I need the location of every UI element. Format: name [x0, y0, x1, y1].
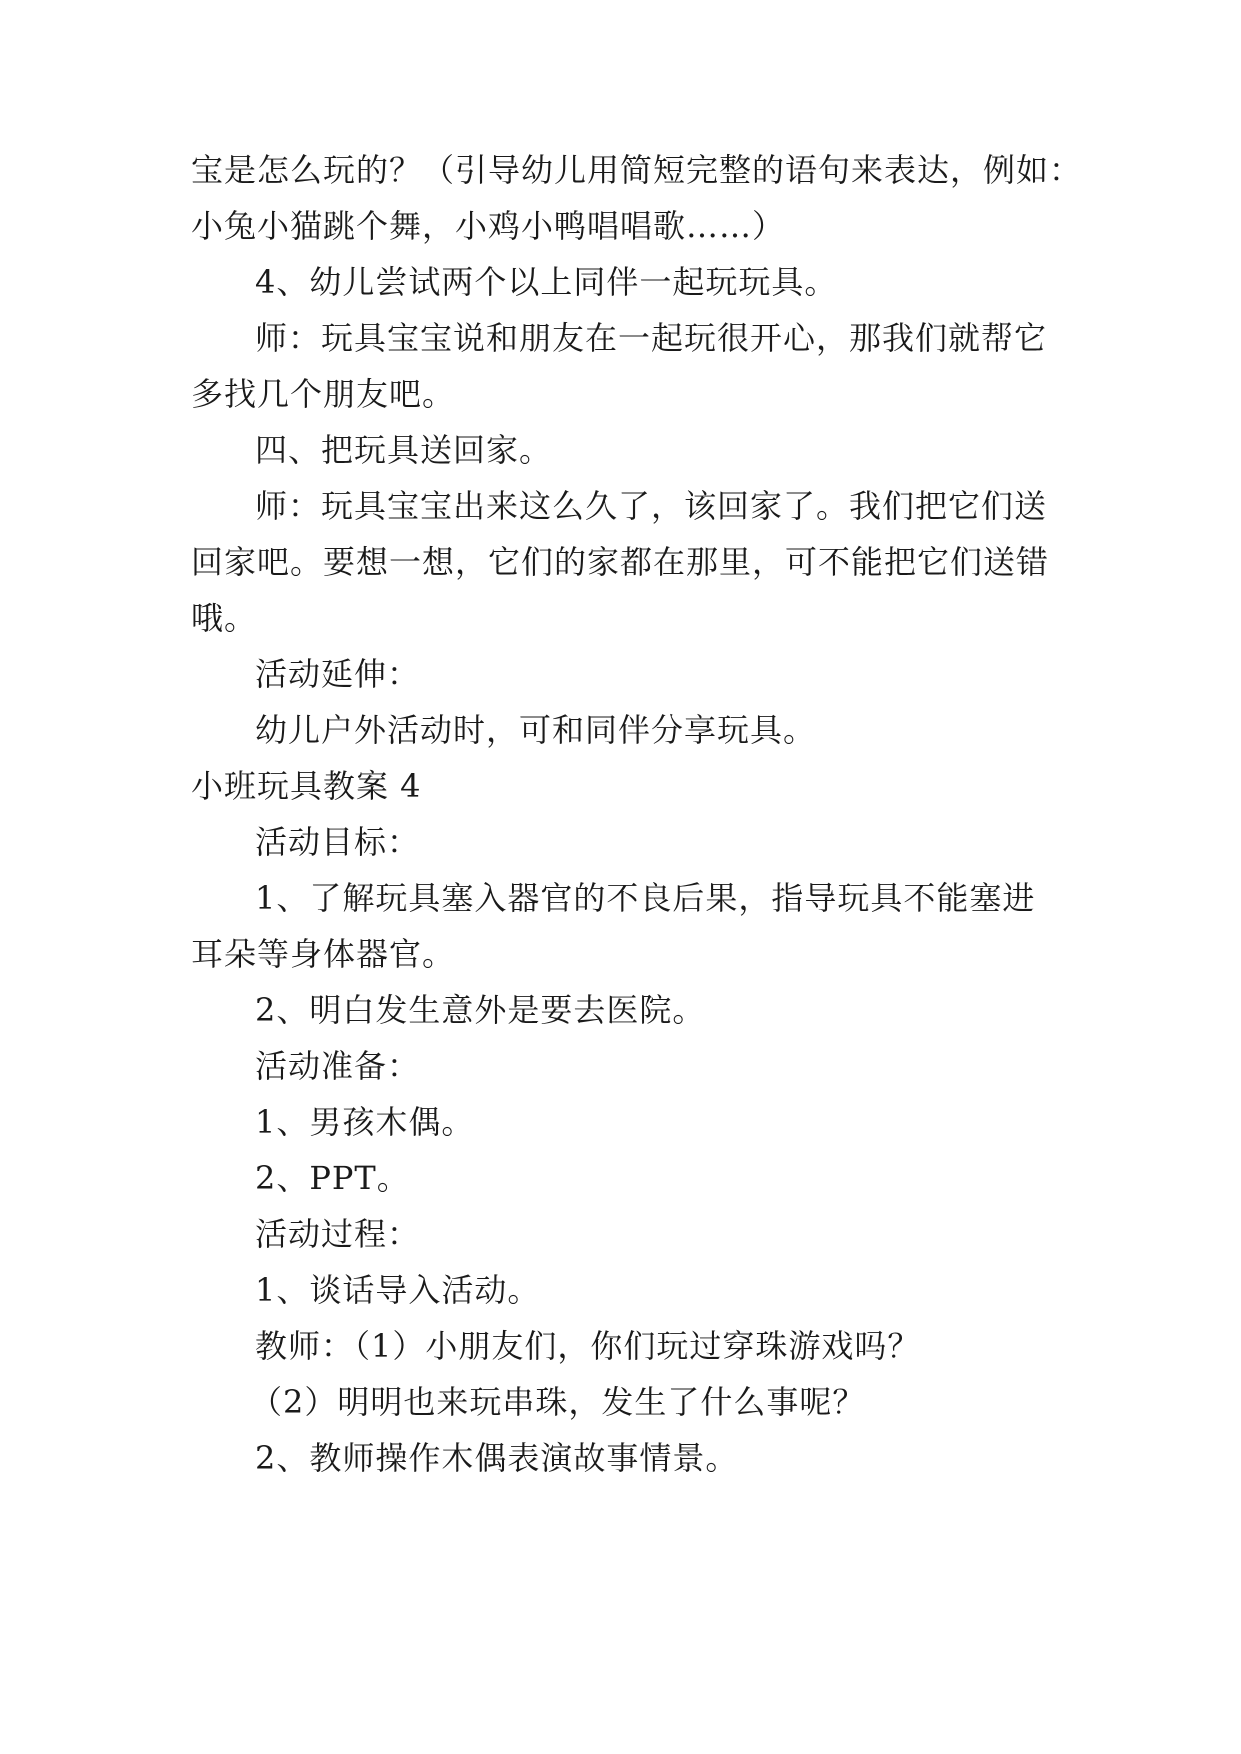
paragraph-line: 哦。 — [191, 599, 258, 637]
paragraph-line: 1、谈话导入活动。 — [255, 1271, 541, 1309]
section-heading: 活动准备： — [255, 1047, 421, 1085]
paragraph-line: 多找几个朋友吧。 — [191, 375, 456, 413]
paragraph-line: 幼儿户外活动时，可和同伴分享玩具。 — [255, 711, 817, 749]
section-heading: 四、把玩具送回家。 — [255, 431, 553, 469]
section-heading: 活动目标： — [255, 823, 421, 861]
paragraph-line: 师：玩具宝宝出来这么久了，该回家了。我们把它们送 — [255, 487, 1048, 525]
lesson-title: 小班玩具教案 4 — [191, 767, 422, 805]
paragraph-line: 教师：（1）小朋友们，你们玩过穿珠游戏吗？ — [255, 1327, 921, 1365]
paragraph-line: 4、幼儿尝试两个以上同伴一起玩玩具。 — [255, 263, 838, 301]
paragraph-line: （2）明明也来玩串珠，发生了什么事呢？ — [250, 1383, 866, 1421]
paragraph-line: 2、明白发生意外是要去医院。 — [255, 991, 706, 1029]
paragraph-line: 1、了解玩具塞入器官的不良后果，指导玩具不能塞进 — [255, 879, 1036, 917]
paragraph-line: 宝是怎么玩的？（引导幼儿用简短完整的语句来表达，例如： — [191, 151, 1083, 189]
paragraph-line: 回家吧。要想一想，它们的家都在那里，可不能把它们送错 — [191, 543, 1050, 581]
paragraph-line: 师：玩具宝宝说和朋友在一起玩很开心，那我们就帮它 — [255, 319, 1048, 357]
section-heading: 活动延伸： — [255, 655, 421, 693]
paragraph-line: 耳朵等身体器官。 — [191, 935, 456, 973]
section-heading: 活动过程： — [255, 1215, 421, 1253]
paragraph-line: 小兔小猫跳个舞，小鸡小鸭唱唱歌……） — [191, 207, 786, 245]
paragraph-line: 2、教师操作木偶表演故事情景。 — [255, 1439, 739, 1477]
paragraph-line: 1、男孩木偶。 — [255, 1103, 475, 1141]
paragraph-line: 2、PPT。 — [255, 1159, 410, 1197]
